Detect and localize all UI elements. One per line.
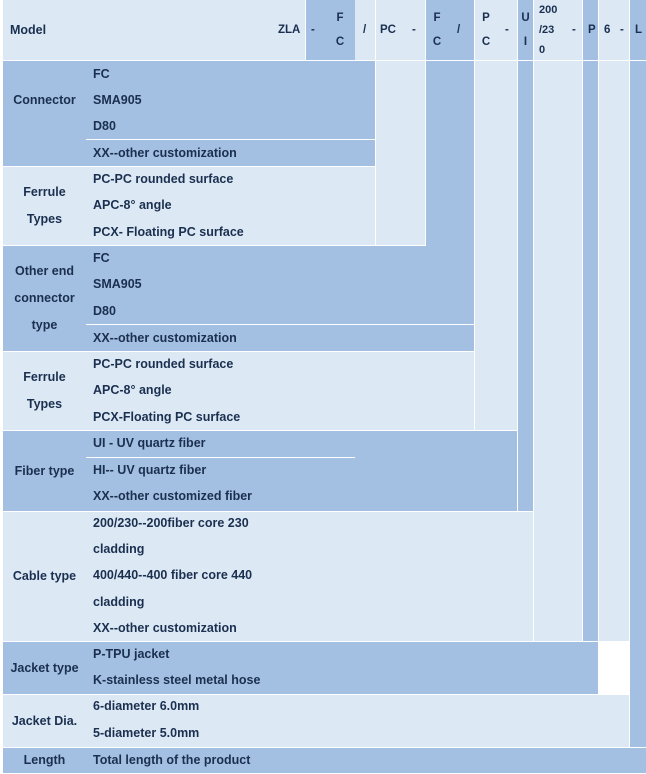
ferrule-item-pc: PC-PC rounded surface [93, 172, 234, 186]
other-end-item-d80: D80 [93, 304, 116, 318]
code-size-1: 200 [539, 4, 558, 16]
ferrule-label [3, 167, 86, 245]
connector-label [3, 61, 86, 139]
other-end-label-line-2: connector [14, 291, 75, 305]
code-pc: PC [380, 24, 396, 36]
column-p [583, 61, 598, 641]
code-size-3: 0 [539, 44, 546, 56]
other-end-item-sma905: SMA905 [93, 277, 142, 291]
ferrule-item-apc: APC-8° angle [93, 198, 172, 212]
ferrule-item-pcx: PCX- Floating PC surface [93, 225, 244, 239]
ferrule-label-line-2: Types [26, 212, 63, 226]
code-zla: ZLA [278, 24, 301, 36]
column-l [630, 61, 646, 747]
code-ui-i: I [523, 36, 528, 48]
other-end-label [3, 246, 86, 351]
connector-item-d80: D80 [93, 119, 116, 133]
column-pc [376, 61, 425, 245]
code-dash-2: - [412, 24, 416, 36]
jacket-dia-item-6: 6-diameter 6.0mm [93, 699, 200, 713]
code-pc-2 [475, 0, 497, 60]
column-ui [518, 61, 533, 511]
ferrule-2-item-apc: APC-8° angle [93, 383, 172, 397]
cable-label [3, 512, 86, 641]
code-slash-1: / [363, 24, 367, 36]
jacket-dia-label [3, 695, 86, 747]
length-item: Total length of the product [93, 753, 251, 767]
fiber-label [3, 431, 86, 511]
code-size-2: /23 [539, 24, 555, 36]
cable-label-text: Cable type [12, 569, 77, 583]
ferrule-2-label-line-1: Ferrule [23, 370, 66, 384]
code-l: L [635, 24, 643, 36]
column-six [599, 61, 629, 641]
code-fc-2-c: C [432, 36, 442, 48]
header-dash-cell [306, 0, 325, 60]
cable-item-400-cladding: cladding [93, 595, 145, 609]
code-fc-2 [426, 0, 448, 60]
other-end-item-other: XX--other customization [93, 331, 237, 345]
code-ui [518, 0, 533, 60]
code-size [539, 0, 557, 60]
jacket-dia-label-text: Jacket Dia. [11, 713, 78, 728]
connector-item-sma905: SMA905 [93, 93, 142, 107]
connector-item-fc: FC [93, 67, 110, 81]
code-dash-4: - [572, 24, 576, 36]
connector-item-other: XX--other customization [93, 146, 237, 160]
column-pc2 [475, 61, 517, 430]
other-end-label-line-1: Other end [14, 264, 75, 278]
code-pc-2-p: P [482, 12, 490, 24]
jacket-item-steel: K-stainless steel metal hose [93, 673, 261, 687]
fiber-item-ui: UI - UV quartz fiber [93, 436, 206, 450]
jacket-label [3, 642, 86, 694]
fiber-item-other: XX--other customized fiber [93, 489, 253, 503]
code-six: 6 [604, 24, 611, 36]
jacket-label-text: Jacket type [10, 660, 79, 675]
column-size [534, 61, 582, 641]
jacket-dia-item-5: 5-diameter 5.0mm [93, 726, 200, 740]
code-dash-3: - [505, 24, 509, 36]
cable-item-200: 200/230--200fiber core 230 [93, 516, 249, 530]
code-fc-1-f: F [336, 12, 344, 24]
ferrule-2-item-pc: PC-PC rounded surface [93, 357, 234, 371]
fiber-label-text: Fiber type [14, 463, 75, 478]
code-fc-1-c: C [335, 36, 345, 48]
code-p: P [588, 24, 596, 36]
code-dash-5: - [620, 24, 624, 36]
code-pc-2-c: C [481, 36, 491, 48]
length-label [3, 748, 86, 773]
cable-item-200-cladding: cladding [93, 542, 145, 556]
other-end-label-line-3: type [31, 318, 58, 332]
ferrule-2-label-line-2: Types [26, 397, 63, 411]
ferrule-2-item-pcx: PCX-Floating PC surface [93, 410, 241, 424]
other-end-item-fc: FC [93, 251, 110, 265]
code-slash-2: / [457, 24, 461, 36]
header-model-cell [3, 0, 305, 60]
code-fc-1 [325, 0, 355, 60]
cable-item-other: XX--other customization [93, 621, 237, 635]
fiber-item-hi: HI-- UV quartz fiber [93, 463, 207, 477]
length-label-text: Length [23, 753, 66, 767]
ferrule-label-line-1: Ferrule [23, 185, 66, 199]
code-dash-1: - [311, 24, 315, 36]
jacket-item-tpu: P-TPU jacket [93, 647, 170, 661]
connector-label-text: Connector [13, 92, 76, 107]
code-ui-u: U [521, 12, 530, 24]
cable-item-400: 400/440--400 fiber core 440 [93, 568, 253, 582]
ferrule-2-label [3, 352, 86, 430]
model-label: Model [10, 23, 47, 37]
code-fc-2-f: F [433, 12, 441, 24]
